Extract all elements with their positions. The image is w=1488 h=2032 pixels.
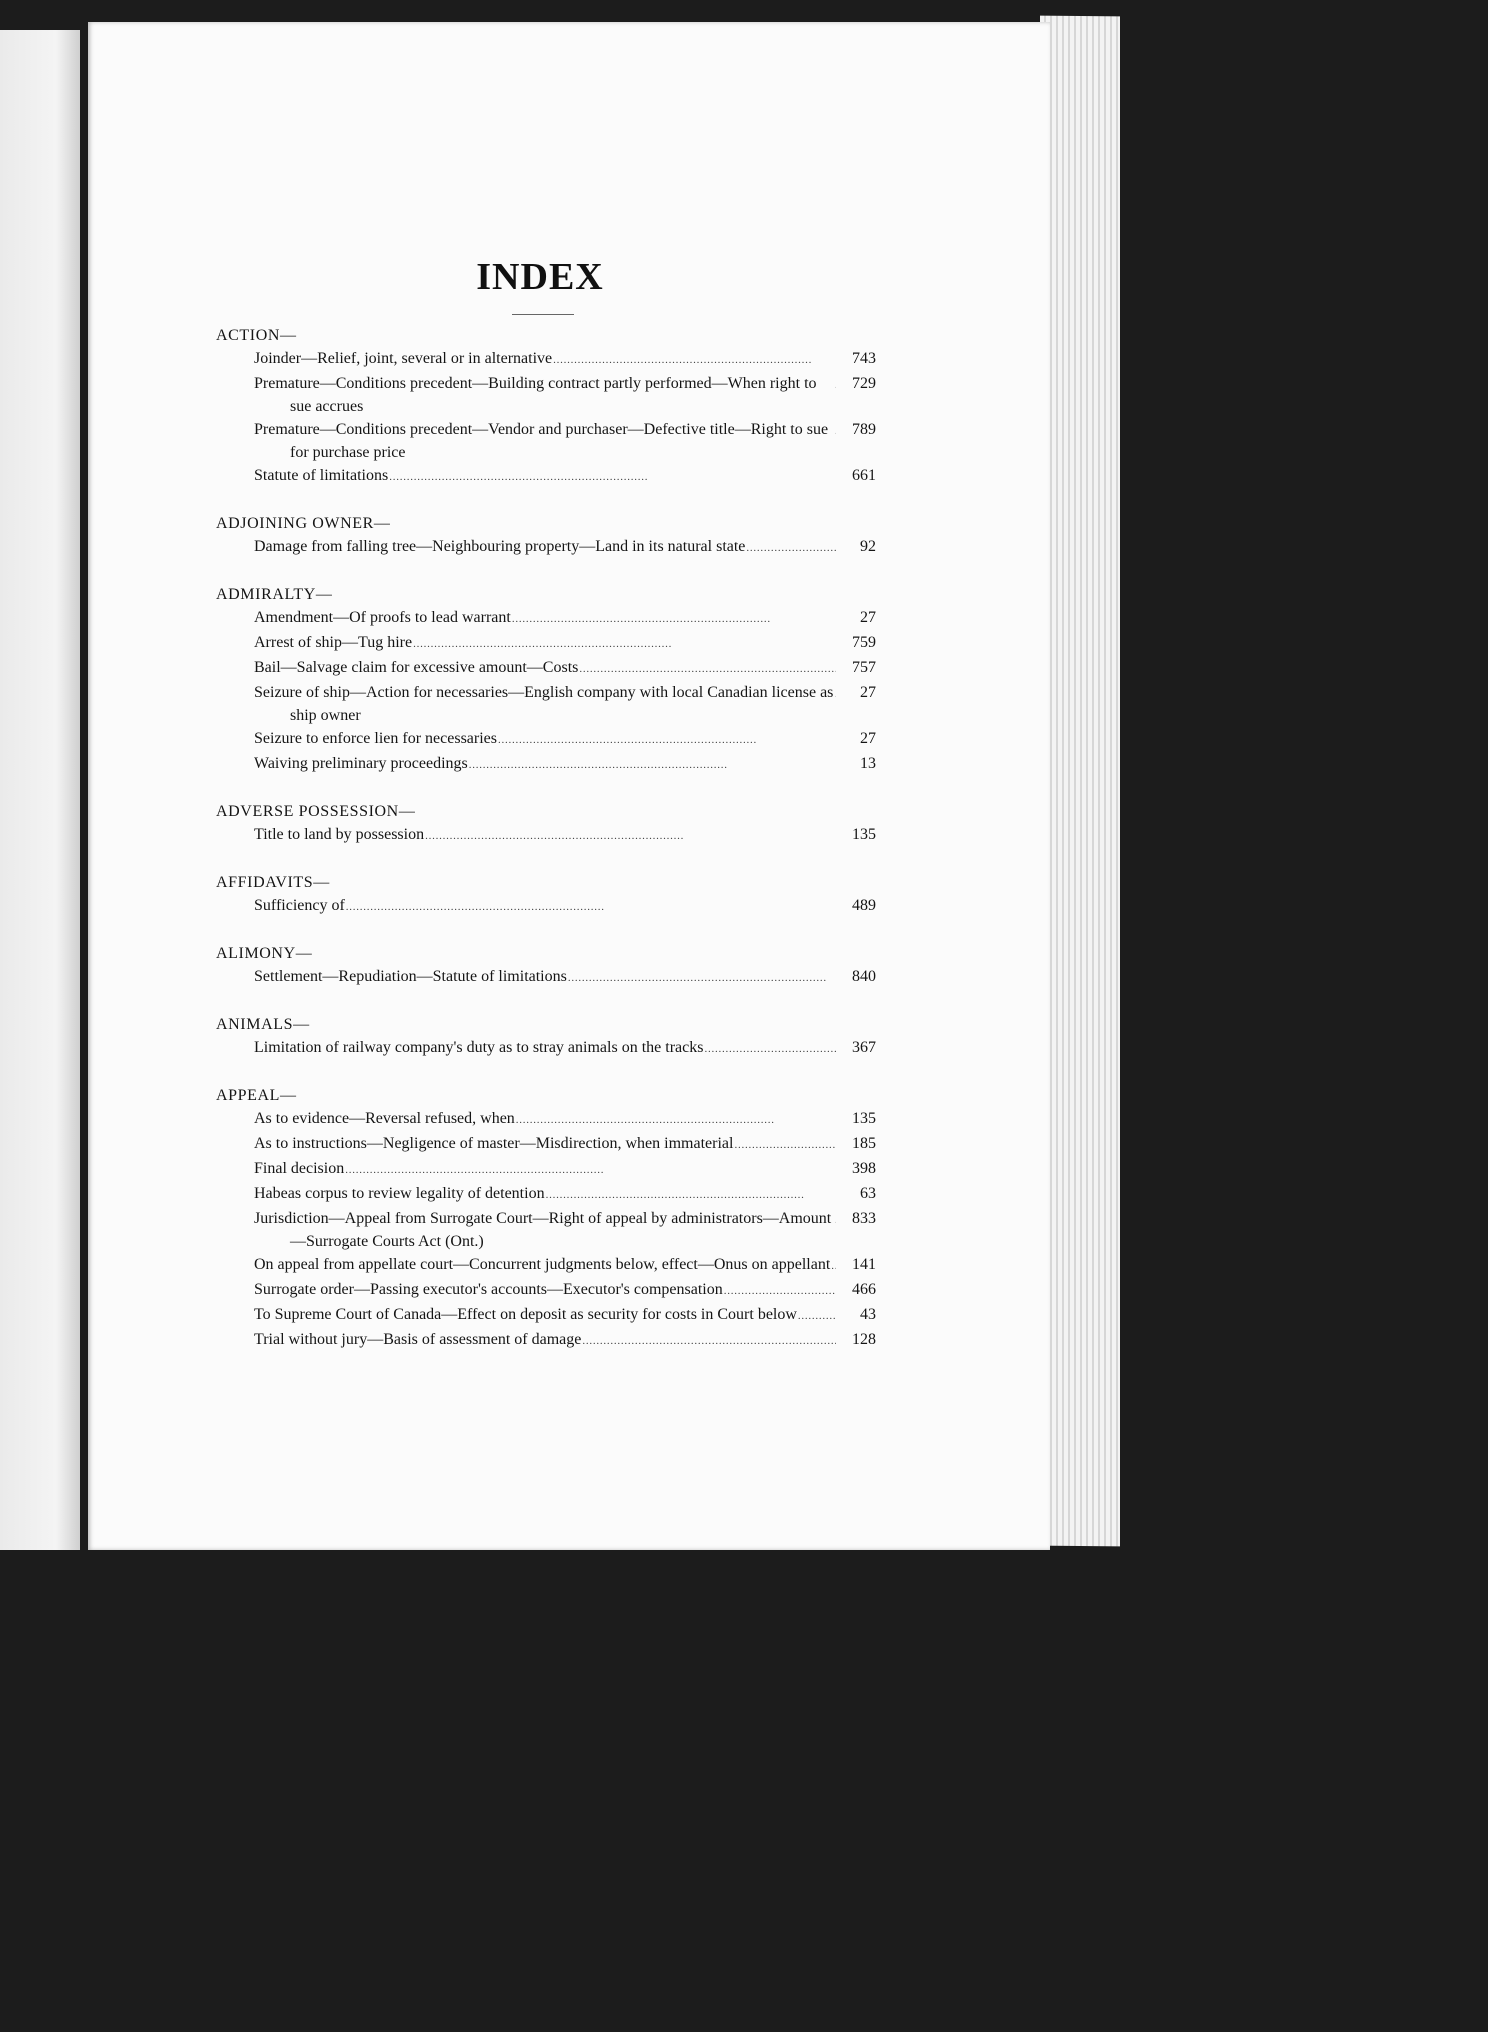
leader-dots [578, 656, 836, 681]
section-heading: ADVERSE POSSESSION— [216, 803, 416, 820]
index-entry [216, 1157, 876, 1182]
index-entry [216, 1207, 876, 1253]
index-entry [216, 965, 876, 990]
leader-dots [581, 1328, 836, 1353]
page-title: INDEX [476, 256, 604, 298]
page-number: 63 [860, 1185, 876, 1202]
leader-dots [567, 965, 836, 990]
page-number: 789 [852, 421, 876, 438]
page-number: 27 [860, 684, 876, 701]
entry-text: Sufficiency of [254, 897, 345, 914]
index-list [216, 325, 876, 1377]
index-entry [216, 418, 876, 464]
entry-text: Waiving preliminary proceedings [254, 755, 468, 772]
index-section [216, 1085, 876, 1353]
index-entry [216, 631, 876, 656]
entry-text: As to instructions—Negligence of master—Misdirection, when immaterial [254, 1135, 734, 1152]
index-section [216, 943, 876, 990]
section-heading: ANIMALS— [216, 1016, 310, 1033]
entry-text: Damage from falling tree—Neighbouring property—Land in its natural state [254, 538, 746, 555]
index-entry [216, 464, 876, 489]
entry-text: Bail—Salvage claim for excessive amount—Costs [254, 659, 579, 676]
entry-text: Arrest of ship—Tug hire [254, 634, 413, 651]
section-heading: ADMIRALTY— [216, 586, 333, 603]
entry-text: Amendment—Of proofs to lead warrant [254, 609, 511, 626]
entry-text: To Supreme Court of Canada—Effect on deposit as security for costs in Court below [254, 1306, 797, 1323]
page-number: 743 [852, 350, 876, 367]
page-number: 398 [852, 1160, 876, 1177]
index-entry [216, 1328, 876, 1353]
index-entry [216, 1253, 876, 1278]
page-edges [1040, 16, 1120, 1547]
index-entry [216, 347, 876, 372]
leader-dots [344, 1157, 836, 1182]
page-number: 92 [860, 538, 876, 555]
index-entry [216, 372, 876, 418]
index-entry [216, 1303, 876, 1328]
index-section [216, 513, 876, 560]
page-number: 840 [852, 968, 876, 985]
index-entry [216, 535, 876, 560]
leader-dots [511, 606, 836, 631]
index-section [216, 1014, 876, 1061]
page-number: 128 [852, 1331, 876, 1348]
title-rule [512, 314, 574, 315]
page-number: 135 [852, 1110, 876, 1127]
index-entry [216, 1107, 876, 1132]
leader-dots [723, 1278, 836, 1303]
leader-dots [545, 1182, 836, 1207]
index-entry [216, 681, 876, 727]
leader-dots [745, 535, 836, 560]
leader-dots [733, 1132, 836, 1157]
index-entry [216, 823, 876, 848]
leader-dots [424, 823, 836, 848]
entry-text: Premature—Conditions precedent—Building contract partly performed—When right to sue accrues [254, 375, 817, 415]
entry-text: Joinder—Relief, joint, several or in alternative [254, 350, 553, 367]
page-number: 661 [852, 467, 876, 484]
page-number: 759 [852, 634, 876, 651]
section-heading: ADJOINING OWNER— [216, 515, 391, 532]
leader-dots [497, 727, 836, 752]
index-entry [216, 1132, 876, 1157]
leader-dots [388, 464, 836, 489]
page-number: 43 [860, 1306, 876, 1323]
leader-dots [797, 1303, 836, 1328]
entry-text: Final decision [254, 1160, 345, 1177]
section-heading: APPEAL— [216, 1087, 297, 1104]
leader-dots [703, 1036, 836, 1061]
section-heading: ACTION— [216, 327, 297, 344]
index-entry [216, 727, 876, 752]
index-entry [216, 1182, 876, 1207]
index-section [216, 584, 876, 777]
entry-text: Premature—Conditions precedent—Vendor and purchaser—Defective title—Right to sue for purchase price [254, 421, 829, 461]
entry-text: Jurisdiction—Appeal from Surrogate Court—Right of appeal by administrators—Amount—Surrogate Courts Act (Ont.) [254, 1210, 832, 1250]
section-heading: ALIMONY— [216, 945, 313, 962]
entry-text: Seizure of ship—Action for necessaries—English company with local Canadian license as ship owner [254, 684, 834, 724]
index-section [216, 872, 876, 919]
page-number: 13 [860, 755, 876, 772]
entry-text: Statute of limitations [254, 467, 389, 484]
leader-dots [412, 631, 836, 656]
entry-text: As to evidence—Reversal refused, when [254, 1110, 515, 1127]
section-heading: AFFIDAVITS— [216, 874, 330, 891]
page-number: 489 [852, 897, 876, 914]
entry-text: On appeal from appellate court—Concurrent judgments below, effect—Onus on appellant [254, 1256, 831, 1273]
index-entry [216, 894, 876, 919]
leader-dots [468, 752, 836, 777]
index-entry [216, 606, 876, 631]
page-number: 367 [852, 1039, 876, 1056]
entry-text: Limitation of railway company's duty as to stray animals on the tracks [254, 1039, 704, 1056]
page-number: 185 [852, 1135, 876, 1152]
page-number: 729 [852, 375, 876, 392]
leader-dots [345, 894, 836, 919]
page-number: 141 [852, 1256, 876, 1273]
page-number: 27 [860, 609, 876, 626]
leader-dots [552, 347, 836, 372]
entry-text: Title to land by possession [254, 826, 425, 843]
entry-text: Seizure to enforce lien for necessaries [254, 730, 497, 747]
page-number: 833 [852, 1210, 876, 1227]
page-number: 757 [852, 659, 876, 676]
entry-text: Settlement—Repudiation—Statute of limitations [254, 968, 567, 985]
page-number: 27 [860, 730, 876, 747]
index-section [216, 801, 876, 848]
page-number: 135 [852, 826, 876, 843]
entry-text: Surrogate order—Passing executor's accounts—Executor's compensation [254, 1281, 723, 1298]
page-number: 466 [852, 1281, 876, 1298]
entry-text: Trial without jury—Basis of assessment of damage [254, 1331, 582, 1348]
index-entry [216, 752, 876, 777]
index-section [216, 325, 876, 489]
index-entry [216, 1036, 876, 1061]
entry-text: Habeas corpus to review legality of detention [254, 1185, 545, 1202]
index-entry [216, 656, 876, 681]
leader-dots [515, 1107, 836, 1132]
index-entry [216, 1278, 876, 1303]
